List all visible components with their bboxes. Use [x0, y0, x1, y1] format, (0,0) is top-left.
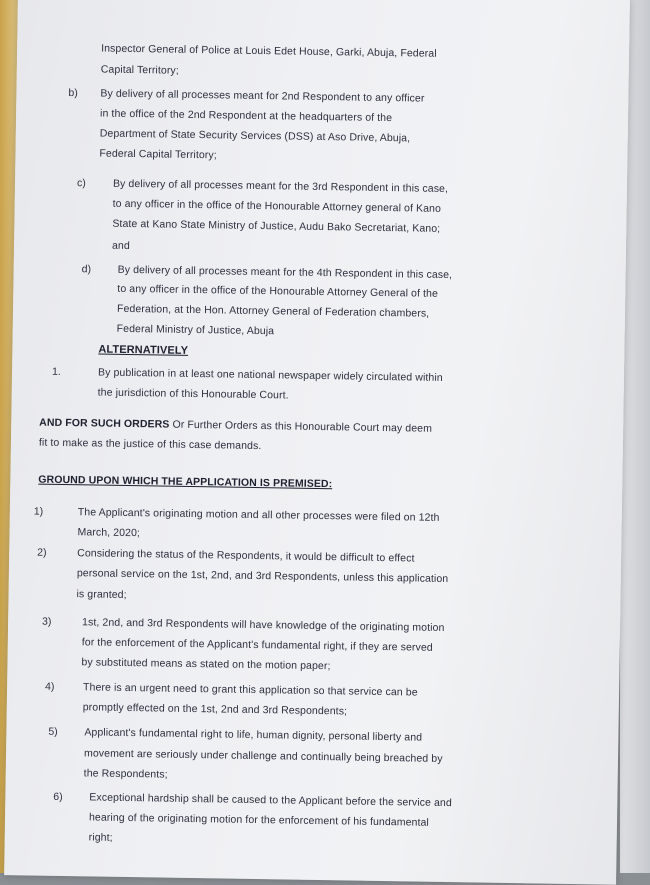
- text-line: By delivery of all processes meant for 2nd Respondent to any officer: [100, 87, 425, 105]
- text-line: Considering the status of the Respondents, it would be difficult to effect: [77, 547, 415, 565]
- text-fragment: Or Further Orders as this Honourable Court may deem: [172, 418, 433, 435]
- text-line: Federal Ministry of Justice, Abuja: [116, 322, 275, 338]
- text-line: movement are seriously under challenge and continually being breached by: [83, 747, 443, 765]
- text-line: to any officer in the office of the Honourable Attorney General of the: [117, 282, 439, 300]
- text-line: fit to make as the justice of this case demands.: [38, 436, 262, 453]
- text-line: Federal Capital Territory;: [99, 147, 217, 162]
- text-line: Federation, at the Hon. Attorney General of Federation chambers,: [116, 302, 430, 320]
- list-marker: 4): [44, 680, 55, 693]
- text-line: the jurisdiction of this Honourable Court.: [97, 386, 289, 402]
- list-marker: 6): [53, 790, 63, 803]
- text-line: in the office of the 2nd Respondent at the headquarters of the: [100, 107, 393, 125]
- list-marker: b): [68, 86, 78, 100]
- list-marker: 2): [37, 546, 47, 559]
- text-line: is granted;: [76, 588, 127, 601]
- text-line: right;: [88, 831, 113, 844]
- text-line: March, 2020;: [77, 526, 141, 540]
- list-marker: d): [81, 263, 92, 276]
- bold-phrase: AND FOR SUCH ORDERS: [39, 416, 170, 431]
- text-line: Applicant's fundamental right to life, human dignity, personal liberty and: [84, 726, 423, 744]
- document-page: [4, 0, 630, 885]
- text-line: Capital Territory;: [100, 63, 179, 77]
- text-line: By publication in at least one national newspaper widely circulated within: [97, 366, 443, 384]
- text-line: There is an urgent need to grant this application so that service can be: [82, 681, 418, 699]
- list-marker: 5): [48, 725, 58, 738]
- list-marker: c): [76, 177, 86, 190]
- text-line: Inspector General of Police at Louis Edet House, Garki, Abuja, Federal: [101, 42, 437, 60]
- text-line: by substituted means as stated on the motion paper;: [81, 656, 331, 673]
- list-marker: 1.: [51, 365, 61, 378]
- text-line: 1st, 2nd, and 3rd Respondents will have knowledge of the originating motion: [82, 616, 445, 634]
- text-line: The Applicant's originating motion and all other processes were filed on 12th: [77, 506, 440, 524]
- section-heading: GROUND UPON WHICH THE APPLICATION IS PREMISED:: [38, 473, 333, 491]
- text-line: for the enforcement of the Applicant's fundamental right, if they are served: [81, 636, 433, 654]
- text-line: to any officer in the office of the Honourable Attorney general of Kano: [112, 197, 442, 215]
- text-line: [39, 416, 432, 436]
- list-marker: 1): [33, 505, 44, 518]
- text-line: personal service on the 1st, 2nd, and 3rd Respondents, unless this application: [76, 567, 449, 586]
- text-line: and: [111, 239, 130, 252]
- list-marker: 3): [42, 615, 52, 628]
- text-line: hearing of the originating motion for the enforcement of his fundamental: [88, 811, 429, 829]
- text-line: By delivery of all processes meant for the 3rd Respondent in this case,: [112, 177, 449, 195]
- text-line: By delivery of all processes meant for the 4th Respondent in this case,: [117, 263, 453, 282]
- text-line: Exceptional hardship shall be caused to the Applicant before the service and: [89, 791, 452, 810]
- section-heading: ALTERNATIVELY: [98, 343, 189, 357]
- text-line: Department of State Security Services (DSS) at Aso Drive, Abuja,: [99, 127, 411, 145]
- text-line: the Respondents;: [83, 767, 168, 781]
- text-line: promptly effected on the 1st, 2nd and 3rd Respondents;: [82, 701, 348, 718]
- text-line: State at Kano State Ministry of Justice, Audu Bako Secretariat, Kano;: [112, 217, 441, 235]
